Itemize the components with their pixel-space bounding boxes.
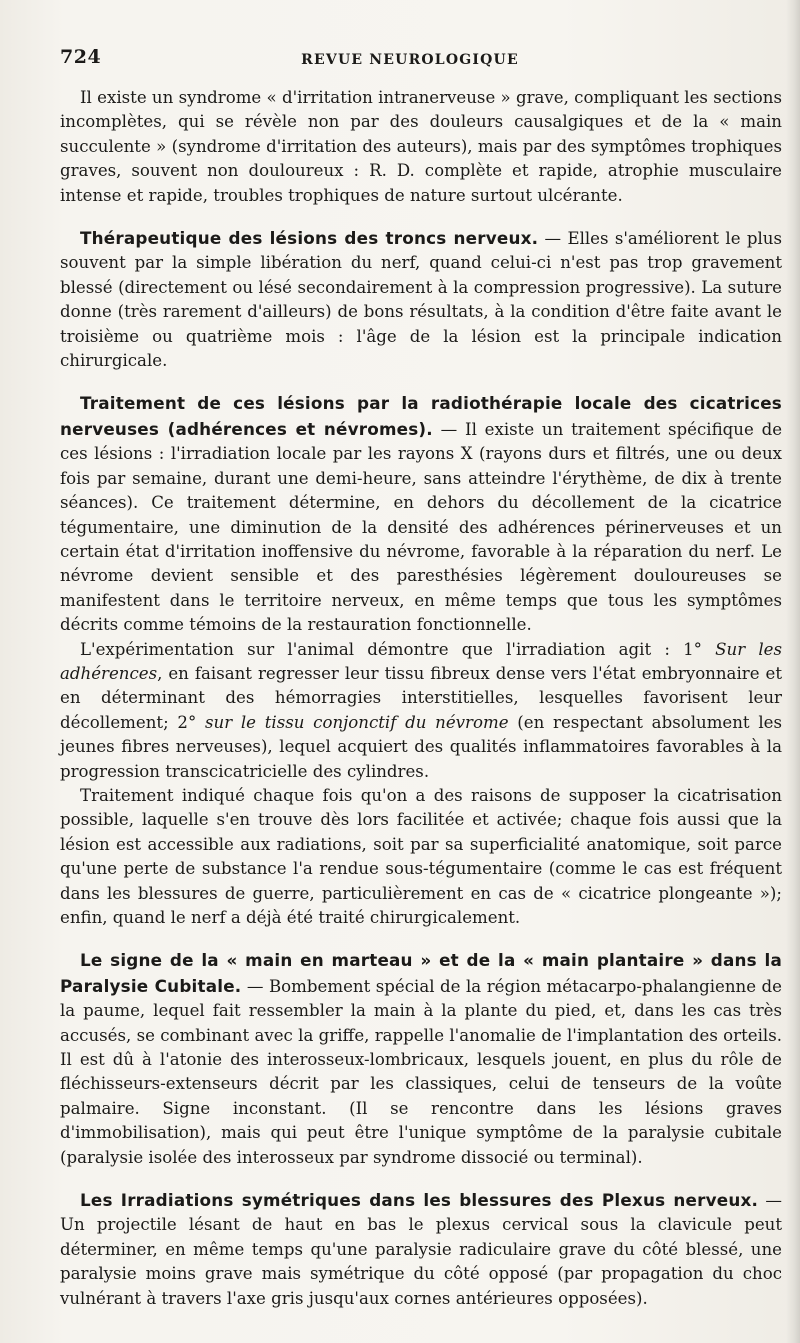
- paragraph-text: — Un projectile lésant de haut en bas le plexus cervical sous la clavicule peut déterminer, en même temps qu'une paralysie radiculaire grave du côté blessé, une paralysie moins grave mais symétrique du côté opposé (par propagation du choc vulnérant à travers l'axe gris jusqu'aux cornes antérieures opposées).: [60, 1191, 782, 1308]
- page-number: 724: [60, 46, 102, 68]
- paragraph-text: — Bombement spécial de la région métacarpo-phalangienne de la paume, lequel fait ressembler la main à la plante du pied, et, dans les cas très accusés, se combinant avec la griffe, rappelle l'anomalie de l'implantation des orteils. Il est dû à l'atonie des interosseux-lombricaux, lesquels jouent, en plus du rôle de fléchisseurs-extenseurs décrit par les classiques, celui de tenseurs de la voûte palmaire. Signe inconstant. (Il se rencontre dans les lésions graves d'immobilisation), mais qui peut être l'unique symptôme de la paralysie cubitale (paralysie isolée des interosseux par syndrome dissocié ou terminal).: [60, 976, 783, 1167]
- paragraph-text: (en respectant absolument les jeunes fibres nerveuses), lequel acquiert des qualités inflammatoires favorables à la progression transcicatricielle des cylindres.: [60, 712, 782, 781]
- paragraph-irritation-syndrome: [60, 86, 782, 208]
- paragraph-main-en-marteau: [60, 948, 782, 1170]
- page-edge-shadow: [786, 0, 800, 1343]
- article-body: [60, 86, 782, 1311]
- paragraph-text: — Elles s'améliorent le plus souvent par la simple libération du nerf, quand celui-ci n'est pas trop gravement blessé (directement ou lésé secondairement à la compression progressive). La suture donne (très rarement d'ailleurs) de bons résultats, à la condition d'être faite avant le troisième ou quatrième mois : l'âge de la lésion est la principale indication chirurgicale.: [60, 229, 782, 371]
- paragraph-text: L'expérimentation sur l'animal démontre que l'irradiation agit : 1°: [80, 639, 716, 659]
- paragraph-text: — Il existe un traitement spécifique de ces lésions : l'irradiation locale par les rayons X (rayons durs et filtrés, une ou deux fois par semaine, durant une demi-heure, sans atteindre l'érythème, de dix à trente séances). Ce traitement détermine, en dehors du décollement de la cicatrice tégumentaire, une diminution de la densité des adhérences périnerveuses et un certain état d'irritation inoffensive du névrome, favorable à la réparation du nerf. Le névrome devient sensible et des paresthésies légèrement douloureuses se manifestent dans le territoire nerveux, en même temps que tous les symptômes décrits comme témoins de la restauration fonctionnelle.: [60, 419, 783, 635]
- paragraph-experimentation: [60, 638, 782, 784]
- paragraph-therapeutique: [60, 226, 782, 373]
- italic-phrase: sur le tissu conjonctif du névrome: [205, 712, 509, 732]
- paragraph-text: Il existe un syndrome « d'irritation intranerveuse » grave, compliquant les sections incomplètes, qui se révèle non par des douleurs causalgiques et de la « main succulente » (syndrome d'irritation des auteurs), mais par des symptômes trophiques graves, souvent non douloureux : R. D. complète et rapide, atrophie musculaire intense et rapide, troubles trophiques de nature surtout ulcérante.: [60, 88, 782, 205]
- section-heading-therapeutique: Thérapeutique des lésions des troncs nerveux.: [80, 228, 539, 249]
- paragraph-text: , en faisant regresser leur tissu fibreux dense vers l'état embryonnaire et en déterminant des hémorragies interstitielles, lesquelles favorisent leur décollement; 2°: [60, 663, 782, 732]
- paragraph-radiotherapie: [60, 391, 782, 637]
- section-heading-irradiations: Les Irradiations symétriques dans les blessures des Plexus nerveux.: [80, 1190, 759, 1211]
- section-heading-radiotherapie: Traitement de ces lésions par la radiothérapie locale des cicatrices nerveuses (adhérences et névromes).: [60, 393, 782, 439]
- paragraph-text: Traitement indiqué chaque fois qu'on a des raisons de supposer la cicatrisation possible, laquelle s'en trouve dès lors facilitée et activée; chaque fois aussi que la lésion est accessible aux radiations, soit par sa superficialité anatomique, soit parce qu'une perte de substance l'a rendue sous-tégumentaire (comme le cas est fréquent dans les blessures de guerre, particulièrement en cas de « cicatrice plongeante »); enfin, quand le nerf a déjà été traité chirurgicalement.: [60, 785, 782, 927]
- page-header: [60, 46, 760, 74]
- paragraph-traitement-indique: [60, 784, 782, 930]
- section-heading-main-en-marteau: Le signe de la « main en marteau » et de la « main plantaire » dans la Paralysie Cubitale.: [60, 950, 782, 996]
- running-title: REVUE NEUROLOGIQUE: [301, 52, 519, 68]
- paragraph-irradiations-symetriques: [60, 1188, 782, 1311]
- italic-phrase: Sur les adhérences: [60, 639, 782, 683]
